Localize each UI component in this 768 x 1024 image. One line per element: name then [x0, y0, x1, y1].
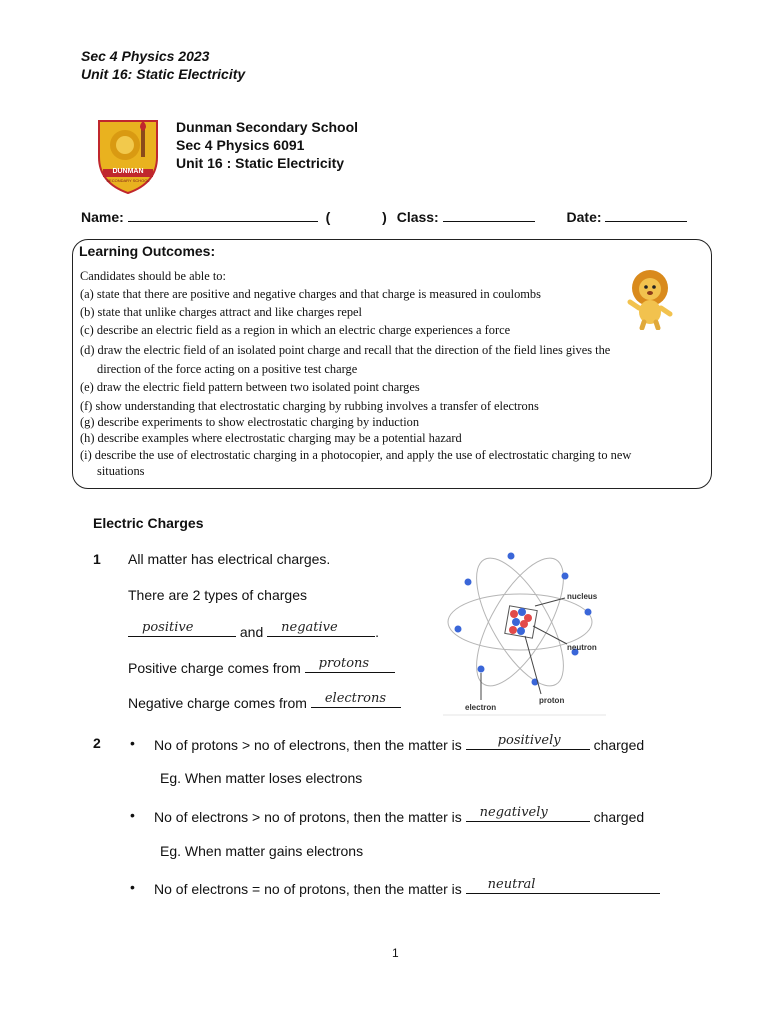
lo-item-g: (g) describe experiments to show electrostatic charging by induction — [80, 415, 420, 429]
lo-item-i: (i) describe the use of electrostatic charging in a photocopier, and apply the use of electrostatic charging to new — [80, 448, 632, 462]
electrons-blank[interactable] — [311, 693, 401, 708]
lo-item-b: (b) state that unlike charges attract and like charges repel — [80, 305, 362, 319]
name-field-row[interactable] — [81, 207, 687, 225]
q2-bullet1-row — [154, 735, 644, 753]
paren-close: ) — [382, 209, 387, 225]
paren-open: ( — [325, 209, 331, 225]
q2-b1-example: Eg. When matter loses electrons — [160, 770, 363, 786]
header-course: Sec 4 Physics 2023 — [81, 48, 210, 64]
section-title: Electric Charges — [93, 515, 204, 531]
q1-positive-row — [128, 658, 395, 676]
q1-line2: There are 2 types of charges — [128, 587, 307, 603]
negative-prefix: Negative charge comes from — [128, 695, 307, 711]
school-course: Sec 4 Physics 6091 — [176, 137, 305, 153]
answer-electrons: electrons — [324, 691, 386, 706]
lo-item-d-cont: direction of the force acting on a positive test charge — [97, 362, 358, 376]
neutral-blank[interactable] — [466, 879, 660, 894]
crest-name: DUNMAN — [112, 168, 144, 175]
atom-diagram — [443, 548, 606, 716]
protons-blank[interactable] — [305, 658, 395, 673]
q1-line1: All matter has electrical charges. — [128, 551, 331, 567]
and-text: and — [239, 624, 264, 640]
answer-positively: positively — [497, 733, 561, 748]
school-unit: Unit 16 : Static Electricity — [176, 155, 345, 171]
lo-item-c: (c) describe an electric field as a region in which an electric charge experiences a force — [80, 323, 511, 337]
lion-mascot-image — [624, 268, 676, 330]
label-neutron: neutron — [567, 643, 597, 652]
positively-blank[interactable] — [466, 735, 590, 750]
q2-number: 2 — [93, 735, 101, 751]
crest-subtext: SECONDARY SCHOOL — [106, 178, 150, 183]
q2-b3-prefix: No of electrons = no of protons, then the matter is — [154, 881, 462, 897]
positive-blank[interactable] — [128, 622, 236, 637]
label-proton: proton — [539, 696, 565, 705]
lo-item-d: (d) draw the electric field of an isolated point charge and recall that the direction of the field lines gives the — [80, 343, 611, 357]
label-electron: electron — [465, 703, 497, 712]
q1-negative-row — [128, 693, 401, 711]
bullet-1: • — [130, 735, 135, 751]
q1-number: 1 — [93, 551, 101, 567]
class-label: Class: — [396, 209, 439, 225]
school-crest-logo — [95, 117, 161, 195]
label-nucleus: nucleus — [567, 592, 598, 601]
q2-b2-example: Eg. When matter gains electrons — [160, 843, 364, 859]
q1-charges-row — [128, 622, 379, 640]
q2-b2-charged: charged — [593, 809, 645, 825]
date-label: Date: — [566, 209, 602, 225]
page-number: 1 — [392, 946, 399, 960]
learning-outcomes-title: Learning Outcomes: — [79, 243, 216, 259]
school-name: Dunman Secondary School — [176, 119, 359, 135]
q2-b1-prefix: No of protons > no of electrons, then the matter is — [154, 737, 462, 753]
lo-item-i-cont: situations — [97, 464, 145, 478]
negatively-blank[interactable] — [466, 807, 590, 822]
q2-b1-charged: charged — [593, 737, 645, 753]
bullet-2: • — [130, 807, 135, 823]
lo-item-f: (f) show understanding that electrostatic charging by rubbing involves a transfer of electrons — [80, 399, 539, 413]
name-blank[interactable] — [128, 207, 318, 222]
answer-protons: protons — [318, 656, 370, 671]
period-text: . — [375, 624, 380, 640]
lo-item-h: (h) describe examples where electrostatic charging may be a potential hazard — [80, 431, 462, 445]
header-unit: Unit 16: Static Electricity — [81, 66, 246, 82]
q2-b2-prefix: No of electrons > no of protons, then the matter is — [154, 809, 462, 825]
lo-item-a: (a) state that there are positive and negative charges and that charge is measured in coulombs — [80, 287, 541, 301]
q2-bullet2-row — [154, 807, 644, 825]
class-blank[interactable] — [443, 207, 535, 222]
bullet-3: • — [130, 879, 135, 895]
date-blank[interactable] — [605, 207, 687, 222]
q2-bullet3-row — [154, 879, 660, 897]
answer-positive: positive — [142, 620, 194, 635]
name-label: Name: — [81, 209, 124, 225]
lo-intro: Candidates should be able to: — [80, 269, 226, 283]
negative-blank[interactable] — [267, 622, 375, 637]
positive-prefix: Positive charge comes from — [128, 660, 301, 676]
answer-neutral: neutral — [487, 877, 536, 892]
lo-item-e: (e) draw the electric field pattern between two isolated point charges — [80, 380, 420, 394]
answer-negatively: negatively — [479, 805, 548, 820]
answer-negative: negative — [281, 620, 338, 635]
